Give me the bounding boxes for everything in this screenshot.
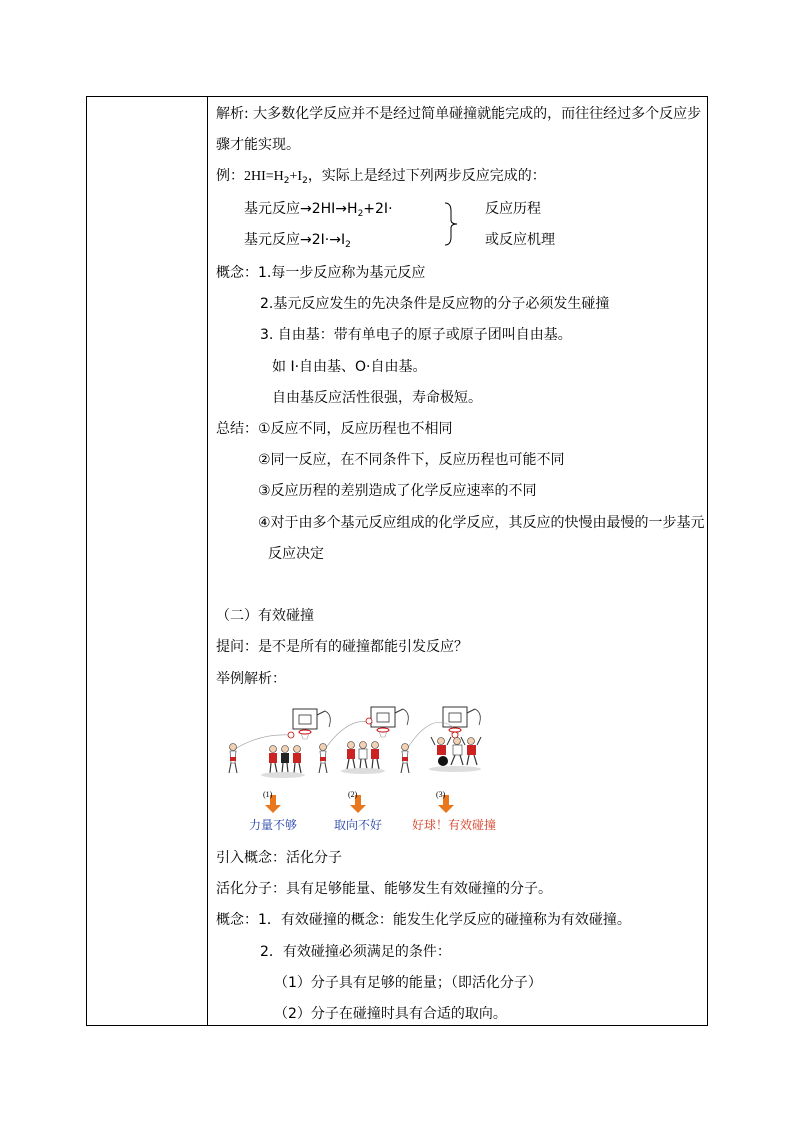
column-divider (207, 97, 208, 1025)
scene-3 (401, 707, 481, 773)
concept-1: 概念：1.每一步反应称为基元反应 (216, 265, 426, 281)
step2-text: 基元反应→2I·→I (244, 232, 346, 248)
scene-number-3: (3) (436, 790, 446, 799)
scene-2 (319, 707, 408, 774)
subscript: 2 (283, 176, 290, 186)
analysis-line-1: 解析: 大多数化学反应并不是经过简单碰撞就能完成的，而往往经过多个反应步 (216, 106, 702, 122)
scene-1 (229, 709, 330, 778)
basketball-illustration (221, 705, 501, 835)
concept-4: 如 I·自由基、O·自由基。 (272, 359, 427, 375)
concept-5: 自由基反应活性很强，寿命极短。 (272, 390, 482, 406)
example-prefix: 例：2HI=H (216, 169, 284, 184)
scene-number-2: (2) (348, 790, 358, 799)
summary-4: ④对于由多个基元反应组成的化学反应，其反应的快慢由最慢的一步基元 (258, 515, 705, 531)
step1-tail: +2I· (363, 201, 393, 217)
analysis-line-2: 骤才能实现。 (216, 137, 300, 153)
content-table (86, 96, 708, 1026)
effective-concept-2: 2．有效碰撞必须满足的条件： (260, 944, 451, 960)
label-reaction-mechanism: 或反应机理 (485, 232, 555, 248)
label-reaction-history: 反应历程 (485, 201, 541, 217)
concept-2: 2.基元反应发生的先决条件是反应物的分子必须发生碰撞 (260, 296, 610, 312)
example-equation (216, 168, 546, 185)
elementary-step-2 (244, 232, 351, 248)
elementary-step-1 (244, 201, 393, 217)
effective-condition-2: （2）分子在碰撞时具有合适的取向。 (274, 1006, 507, 1022)
effective-condition-1: （1）分子具有足够的能量；（即活化分子） (274, 975, 542, 991)
subscript: 2 (302, 176, 308, 186)
subscript: 2 (357, 209, 364, 219)
effective-question: 提问：是不是所有的碰撞都能引发反应？ (216, 639, 468, 655)
curly-brace-icon (443, 201, 459, 247)
example-suffix: ，实际上是经过下列两步反应完成的： (307, 168, 546, 184)
effective-heading: （二）有效碰撞 (216, 608, 314, 624)
caption-effective-collision: 好球！有效碰撞 (412, 818, 497, 832)
scene-number-1: (1) (263, 790, 273, 799)
activated-definition: 活化分子：具有足够能量、能够发生有效碰撞的分子。 (216, 881, 552, 897)
example-label: 举例解析： (216, 671, 286, 687)
concept-3: 3. 自由基：带有单电子的原子或原子团叫自由基。 (260, 327, 572, 343)
effective-concept-1: 概念：1．有效碰撞的概念：能发生化学反应的碰撞称为有效碰撞。 (216, 912, 631, 928)
summary-2: ②同一反应，在不同条件下，反应历程也可能不同 (258, 452, 565, 468)
activated-intro: 引入概念：活化分子 (216, 850, 342, 866)
caption-insufficient-force: 力量不够 (249, 818, 298, 832)
summary-1: 总结：①反应不同，反应历程也不相同 (216, 421, 453, 437)
example-mid: +I (289, 169, 303, 184)
step1-text: 基元反应→2HI→H (244, 201, 358, 217)
summary-5: 反应决定 (268, 546, 324, 562)
caption-bad-orientation: 取向不好 (334, 818, 383, 832)
subscript: 2 (345, 240, 351, 250)
summary-3: ③反应历程的差别造成了化学反应速率的不同 (258, 483, 537, 499)
content-cell (216, 97, 705, 1025)
